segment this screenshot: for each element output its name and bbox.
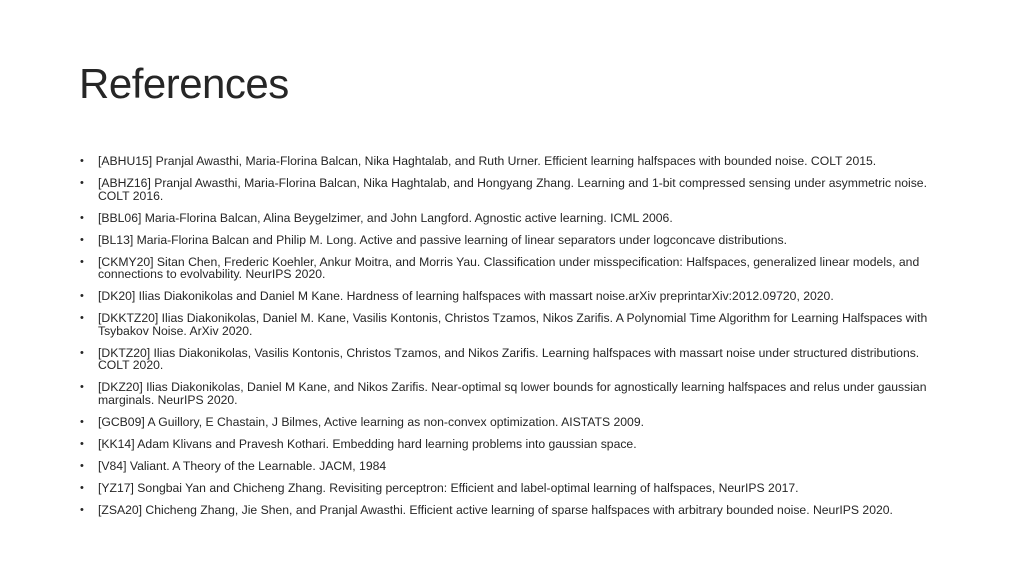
bullet-icon: •	[80, 503, 84, 516]
reference-text: [CKMY20] Sitan Chen, Frederic Koehler, Ankur Moitra, and Morris Yau. Classification under misspecification: Halfspaces, generalized linear models, and connections to evolvability. NeurIPS 2020.	[98, 254, 920, 281]
reference-text: [YZ17] Songbai Yan and Chicheng Zhang. Revisiting perceptron: Efficient and label-optimal learning of halfspaces, NeurIPS 2017.	[98, 480, 799, 495]
reference-item	[80, 155, 950, 168]
bullet-icon: •	[80, 233, 84, 246]
bullet-icon: •	[80, 415, 84, 428]
reference-item	[80, 504, 950, 517]
reference-item	[80, 416, 950, 429]
reference-text: [ABHU15] Pranjal Awasthi, Maria-Florina Balcan, Nika Haghtalab, and Ruth Urner. Efficient learning halfspaces with bounded noise. COLT 2015.	[98, 154, 877, 168]
bullet-icon: •	[80, 290, 84, 302]
reference-item	[80, 347, 950, 372]
reference-text: [BBL06] Maria-Florina Balcan, Alina Beygelzimer, and John Langford. Agnostic active learning. ICML 2006.	[98, 210, 673, 225]
reference-text: [DKKTZ20] Ilias Diakonikolas, Daniel M. Kane, Vasilis Kontonis, Christos Tzamos, Nikos Zarifis. A Polynomial Time Algorithm for Learning Halfspaces with Tsybakov Noise. ArXiv 2020.	[98, 311, 928, 338]
reference-text: [DK20] Ilias Diakonikolas and Daniel M Kane. Hardness of learning halfspaces with massart noise.arXiv preprintarXiv:2012.09720, 2020.	[98, 289, 834, 303]
reference-item	[80, 381, 950, 406]
bullet-icon: •	[80, 155, 84, 167]
reference-item	[80, 460, 950, 473]
bullet-icon: •	[80, 211, 84, 224]
bullet-icon: •	[80, 437, 84, 450]
bullet-icon: •	[80, 346, 84, 359]
references-list	[80, 155, 950, 526]
reference-item	[80, 482, 950, 495]
reference-text: [KK14] Adam Klivans and Pravesh Kothari. Embedding hard learning problems into gaussian space.	[98, 436, 637, 451]
reference-item	[80, 312, 950, 337]
reference-text: [DKTZ20] Ilias Diakonikolas, Vasilis Kontonis, Christos Tzamos, and Nikos Zarifis. Learning halfspaces with massart noise under structured distributions. COLT 2020.	[98, 345, 920, 372]
bullet-icon: •	[80, 177, 84, 189]
bullet-icon: •	[80, 459, 84, 472]
reference-item	[80, 438, 950, 451]
reference-text: [ABHZ16] Pranjal Awasthi, Maria-Florina Balcan, Nika Haghtalab, and Hongyang Zhang. Learning and 1-bit compressed sensing under asymmetric noise. COLT 2016.	[98, 176, 927, 203]
reference-text: [V84] Valiant. A Theory of the Learnable. JACM, 1984	[98, 458, 387, 473]
reference-text: [BL13] Maria-Florina Balcan and Philip M. Long. Active and passive learning of linear separators under logconcave distributions.	[98, 232, 787, 247]
reference-item	[80, 290, 950, 303]
reference-item	[80, 177, 950, 202]
reference-item	[80, 256, 950, 281]
bullet-icon: •	[80, 255, 84, 268]
bullet-icon: •	[80, 481, 84, 494]
reference-text: [DKZ20] Ilias Diakonikolas, Daniel M Kane, and Nikos Zarifis. Near-optimal sq lower bounds for agnostically learning halfspaces and relus under gaussian marginals. NeurIPS 2020.	[98, 380, 927, 407]
bullet-icon: •	[80, 381, 84, 393]
reference-text: [GCB09] A Guillory, E Chastain, J Bilmes, Active learning as non-convex optimization. AISTATS 2009.	[98, 414, 644, 429]
slide-title: References	[79, 60, 289, 107]
bullet-icon: •	[80, 312, 84, 324]
reference-item	[80, 212, 950, 225]
reference-item	[80, 234, 950, 247]
reference-text: [ZSA20] Chicheng Zhang, Jie Shen, and Pranjal Awasthi. Efficient active learning of sparse halfspaces with arbitrary bounded noise. NeurIPS 2020.	[98, 502, 893, 517]
